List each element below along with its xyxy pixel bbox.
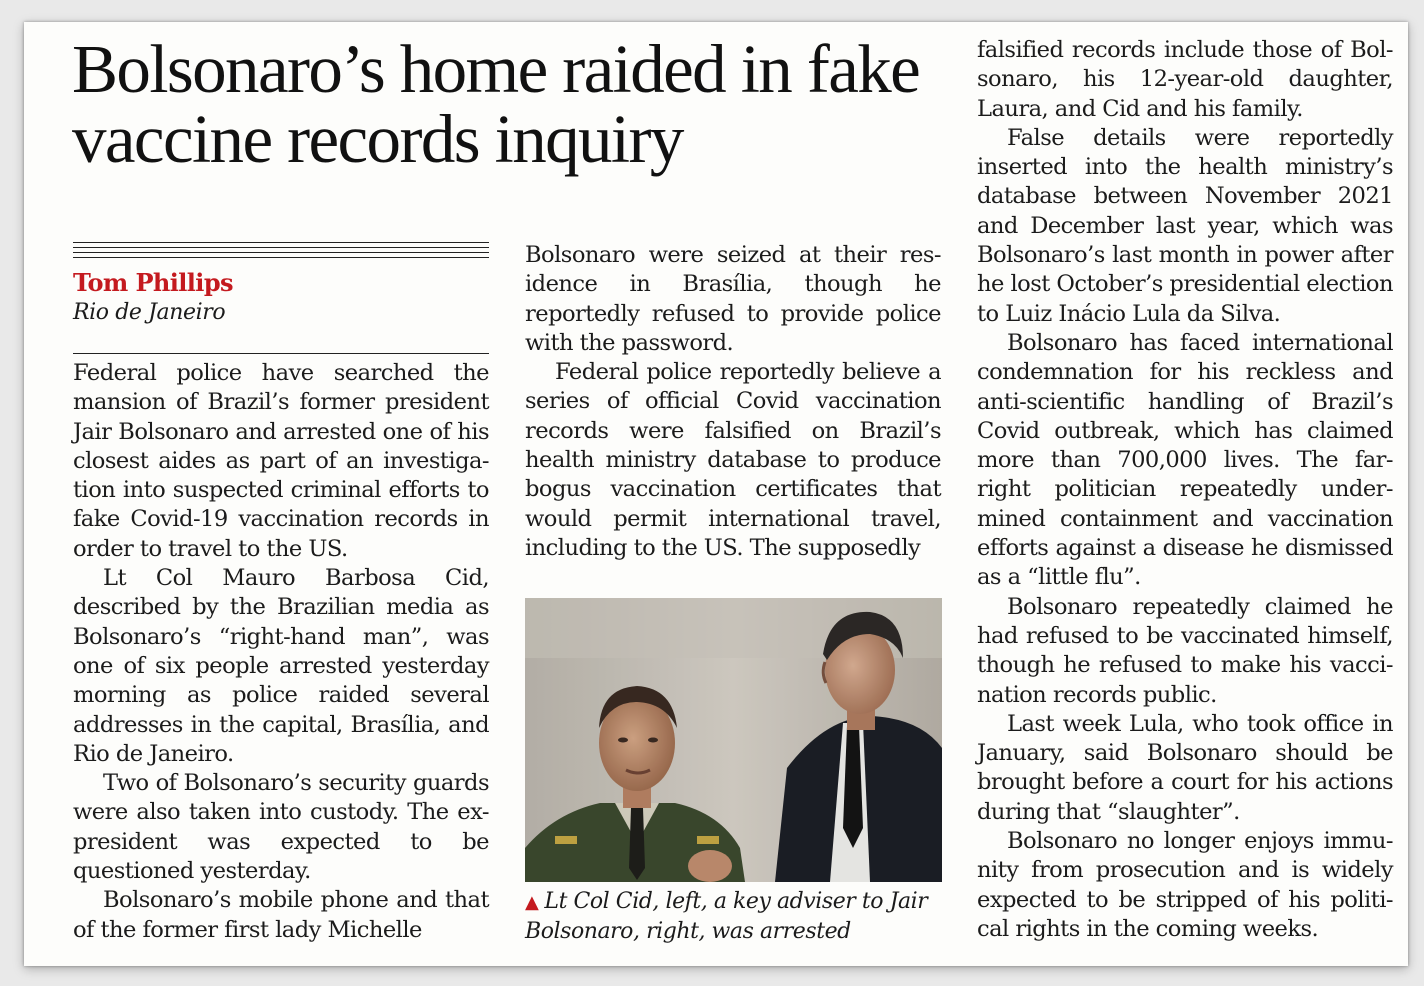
article-column-2 xyxy=(525,241,941,563)
article-column-3 xyxy=(977,36,1393,944)
author-name: Tom Phillips xyxy=(73,268,233,297)
photo-cid-and-bolsonaro xyxy=(525,598,942,882)
byline-divider xyxy=(73,353,489,354)
red-triangle-up-icon: ▲ xyxy=(525,892,539,913)
paragraph: Federal police reportedly believe a series of official Covid vaccination records were falsified on Brazil’s health ministry database to produce bogus vaccination certificates that would permit international travel, including to the US. The supposedly xyxy=(525,359,941,561)
newspaper-clipping xyxy=(24,22,1408,966)
paragraph: False details were reportedly inserted into the health ministry’s database between November 2021 and December last year, which was Bolsonaro’s last month in power after he lost October’s presidential election to Luiz Inácio Lula da Silva. xyxy=(977,124,1393,327)
headline: Bolsonaro’s home raided in fake vaccine records inquiry xyxy=(72,31,920,177)
news-photo xyxy=(525,598,942,882)
paragraph: Last week Lula, who took office in January, said Bolsonaro should be brought before a court for his actions during that “slaughter”. xyxy=(977,710,1393,825)
dateline-location: Rio de Janeiro xyxy=(73,300,226,325)
paragraph: Bolsonaro’s mobile phone and that of the former first lady Michelle xyxy=(73,887,489,943)
byline xyxy=(73,268,493,328)
photo-caption xyxy=(525,887,955,946)
paragraph: falsified records include those of Bol-sonaro, his 12-year-old daughter, Laura, and Cid and his family. xyxy=(977,37,1393,122)
paragraph: Bolsonaro repeatedly claimed he had refused to be vaccinated himself, though he refused to make his vacci-nation records public. xyxy=(977,593,1393,708)
paragraph: Lt Col Mauro Barbosa Cid, described by the Brazilian media as Bolsonaro’s “right-hand man”, was one of six people arrested yesterday morning as police raided several addresses in the capital, Brasília, and Rio de Janeiro. xyxy=(73,565,489,767)
paragraph: Federal police have searched the mansion of Brazil’s former president Jair Bolsonaro and arrested one of his closest aides as part of an investiga-tion into suspected criminal efforts to fake Covid-19 vaccination records in order to travel to the US. xyxy=(73,360,489,562)
byline-top-rules xyxy=(73,242,489,262)
paragraph: Two of Bolsonaro’s security guards were also taken into custody. The ex-president was expected to be questioned yesterday. xyxy=(73,770,489,885)
article-column-1 xyxy=(73,359,489,945)
paragraph: Bolsonaro no longer enjoys immu-nity from prosecution and is widely expected to be stripped of his politi-cal rights in the coming weeks. xyxy=(977,828,1393,942)
paragraph: Bolsonaro has faced international condemnation for his reckless and anti-scientific handling of Brazil’s Covid outbreak, which has claimed more than 700,000 lives. The far-right politician repeatedly under-mined containment and vaccination efforts against a disease he dismissed as a “little flu”. xyxy=(977,329,1393,591)
paragraph: Bolsonaro were seized at their res-idence in Brasília, though he reportedly refused to provide police with the password. xyxy=(525,242,941,356)
caption-text: Lt Col Cid, left, a key adviser to Jair Bolsonaro, right, was arrested xyxy=(525,889,928,944)
